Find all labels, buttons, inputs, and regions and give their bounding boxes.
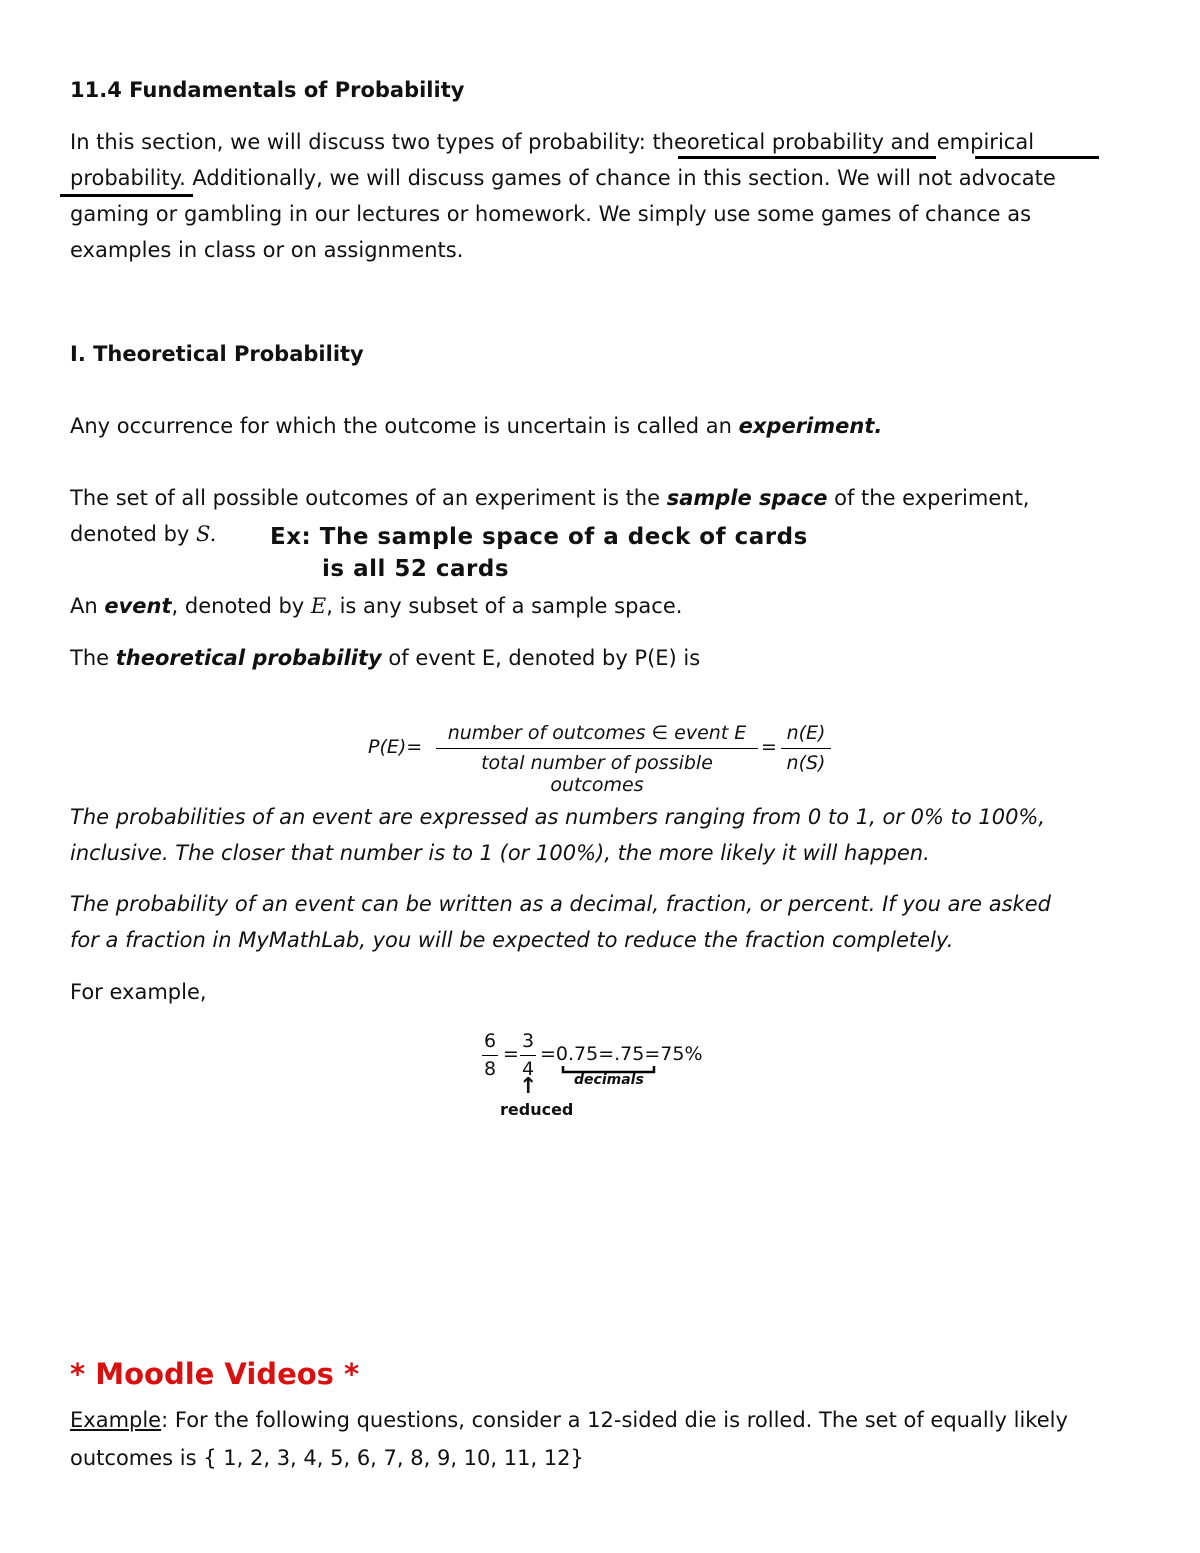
symbol-e: E — [310, 594, 327, 618]
format-text-line-1: The probability of an event can be written as a decimal, fraction, or percent. If you are asked — [70, 892, 1051, 916]
definition-text: denoted by — [70, 522, 196, 546]
intro-line-3: gaming or gambling in our lectures or homework. We simply use some games of chance as — [70, 202, 1032, 226]
term-theoretical-probability: theoretical probability — [115, 646, 382, 670]
formula-denominator: total number of possible outcomes — [481, 752, 713, 796]
theoretical-definition — [70, 640, 700, 676]
example-num1: 6 — [483, 1030, 497, 1052]
intro-and: and — [883, 130, 937, 154]
definition-text: , denoted by — [171, 594, 311, 618]
formula-fraction-bar-2 — [781, 748, 831, 749]
handwritten-underline — [975, 156, 1099, 159]
formula-num2: n(E) — [786, 722, 826, 744]
definition-text: An — [70, 594, 105, 618]
decimals-note: decimals — [574, 1072, 644, 1088]
section-heading: I. Theoretical Probability — [70, 342, 364, 366]
example-line-1 — [70, 1402, 1068, 1438]
handwritten-underline — [678, 156, 936, 159]
term-probability: probability — [70, 166, 180, 190]
handwritten-underline — [60, 194, 193, 197]
intro-line-2 — [70, 160, 1056, 196]
sample-space-definition — [70, 480, 1029, 516]
handwritten-note-line-1: Ex: The sample space of a deck of cards — [270, 524, 808, 550]
definition-text: The set of all possible outcomes of an experiment is the — [70, 486, 667, 510]
formula-lhs: P(E)= — [368, 736, 423, 758]
example-den2: 4 — [521, 1058, 535, 1080]
format-text-line-2: for a fraction in MyMathLab, you will be expected to reduce the fraction completely. — [70, 928, 954, 952]
formula-den2: n(S) — [786, 752, 826, 774]
experiment-definition — [70, 408, 882, 444]
intro-text: . Additionally, we will discuss games of chance in this section. We will not advocate — [179, 166, 1056, 190]
example-fraction-bar — [482, 1055, 498, 1056]
term-sample-space: sample space — [666, 486, 828, 510]
arrow-up-icon: ↑ — [519, 1074, 538, 1099]
example-label: Example — [70, 1408, 162, 1432]
example-line-2: outcomes is { 1, 2, 3, 4, 5, 6, 7, 8, 9, 10, 11, 12} — [70, 1446, 584, 1470]
term-experiment: experiment. — [738, 414, 883, 438]
moodle-videos-note: * Moodle Videos * — [70, 1357, 360, 1391]
example-rest: =0.75=.75=75% — [540, 1043, 703, 1065]
intro-line-4: examples in class or on assignments. — [70, 238, 464, 262]
example-num2: 3 — [521, 1030, 535, 1052]
example-text: : For the following questions, consider a 12-sided die is rolled. The set of equally likely — [161, 1408, 1068, 1432]
formula-equals: = — [761, 736, 777, 758]
intro-text: In this section, we will discuss two types of probability: — [70, 130, 653, 154]
term-event: event — [104, 594, 172, 618]
definition-text: Any occurrence for which the outcome is uncertain is called an — [70, 414, 739, 438]
intro-line-1 — [70, 124, 1034, 160]
example-den1: 8 — [483, 1058, 497, 1080]
range-text-line-1: The probabilities of an event are expressed as numbers ranging from 0 to 1, or 0% to 100%, — [70, 805, 1046, 829]
reduced-note: reduced — [500, 1100, 574, 1119]
example-fraction-bar-2 — [520, 1055, 536, 1056]
symbol-s: S. — [196, 522, 217, 546]
definition-text: The — [70, 646, 116, 670]
handwritten-note-line-2: is all 52 cards — [322, 556, 510, 582]
formula-numerator: number of outcomes ∈ event E — [447, 722, 747, 744]
definition-text: of event E, denoted by P(E) is — [381, 646, 701, 670]
definition-text: of the experiment, — [827, 486, 1030, 510]
formula-fraction-bar — [436, 748, 758, 749]
range-text-line-2: inclusive. The closer that number is to 1 (or 100%), the more likely it will happen. — [70, 841, 930, 865]
example-equals: = — [503, 1043, 519, 1065]
event-definition — [70, 588, 682, 624]
definition-text: , is any subset of a sample space. — [326, 594, 683, 618]
term-theoretical-probability: theoretical probability — [652, 130, 884, 154]
for-example: For example, — [70, 980, 207, 1004]
sample-space-line-2 — [70, 516, 216, 552]
term-empirical: empirical — [936, 130, 1035, 154]
page-title: 11.4 Fundamentals of Probability — [70, 78, 465, 102]
